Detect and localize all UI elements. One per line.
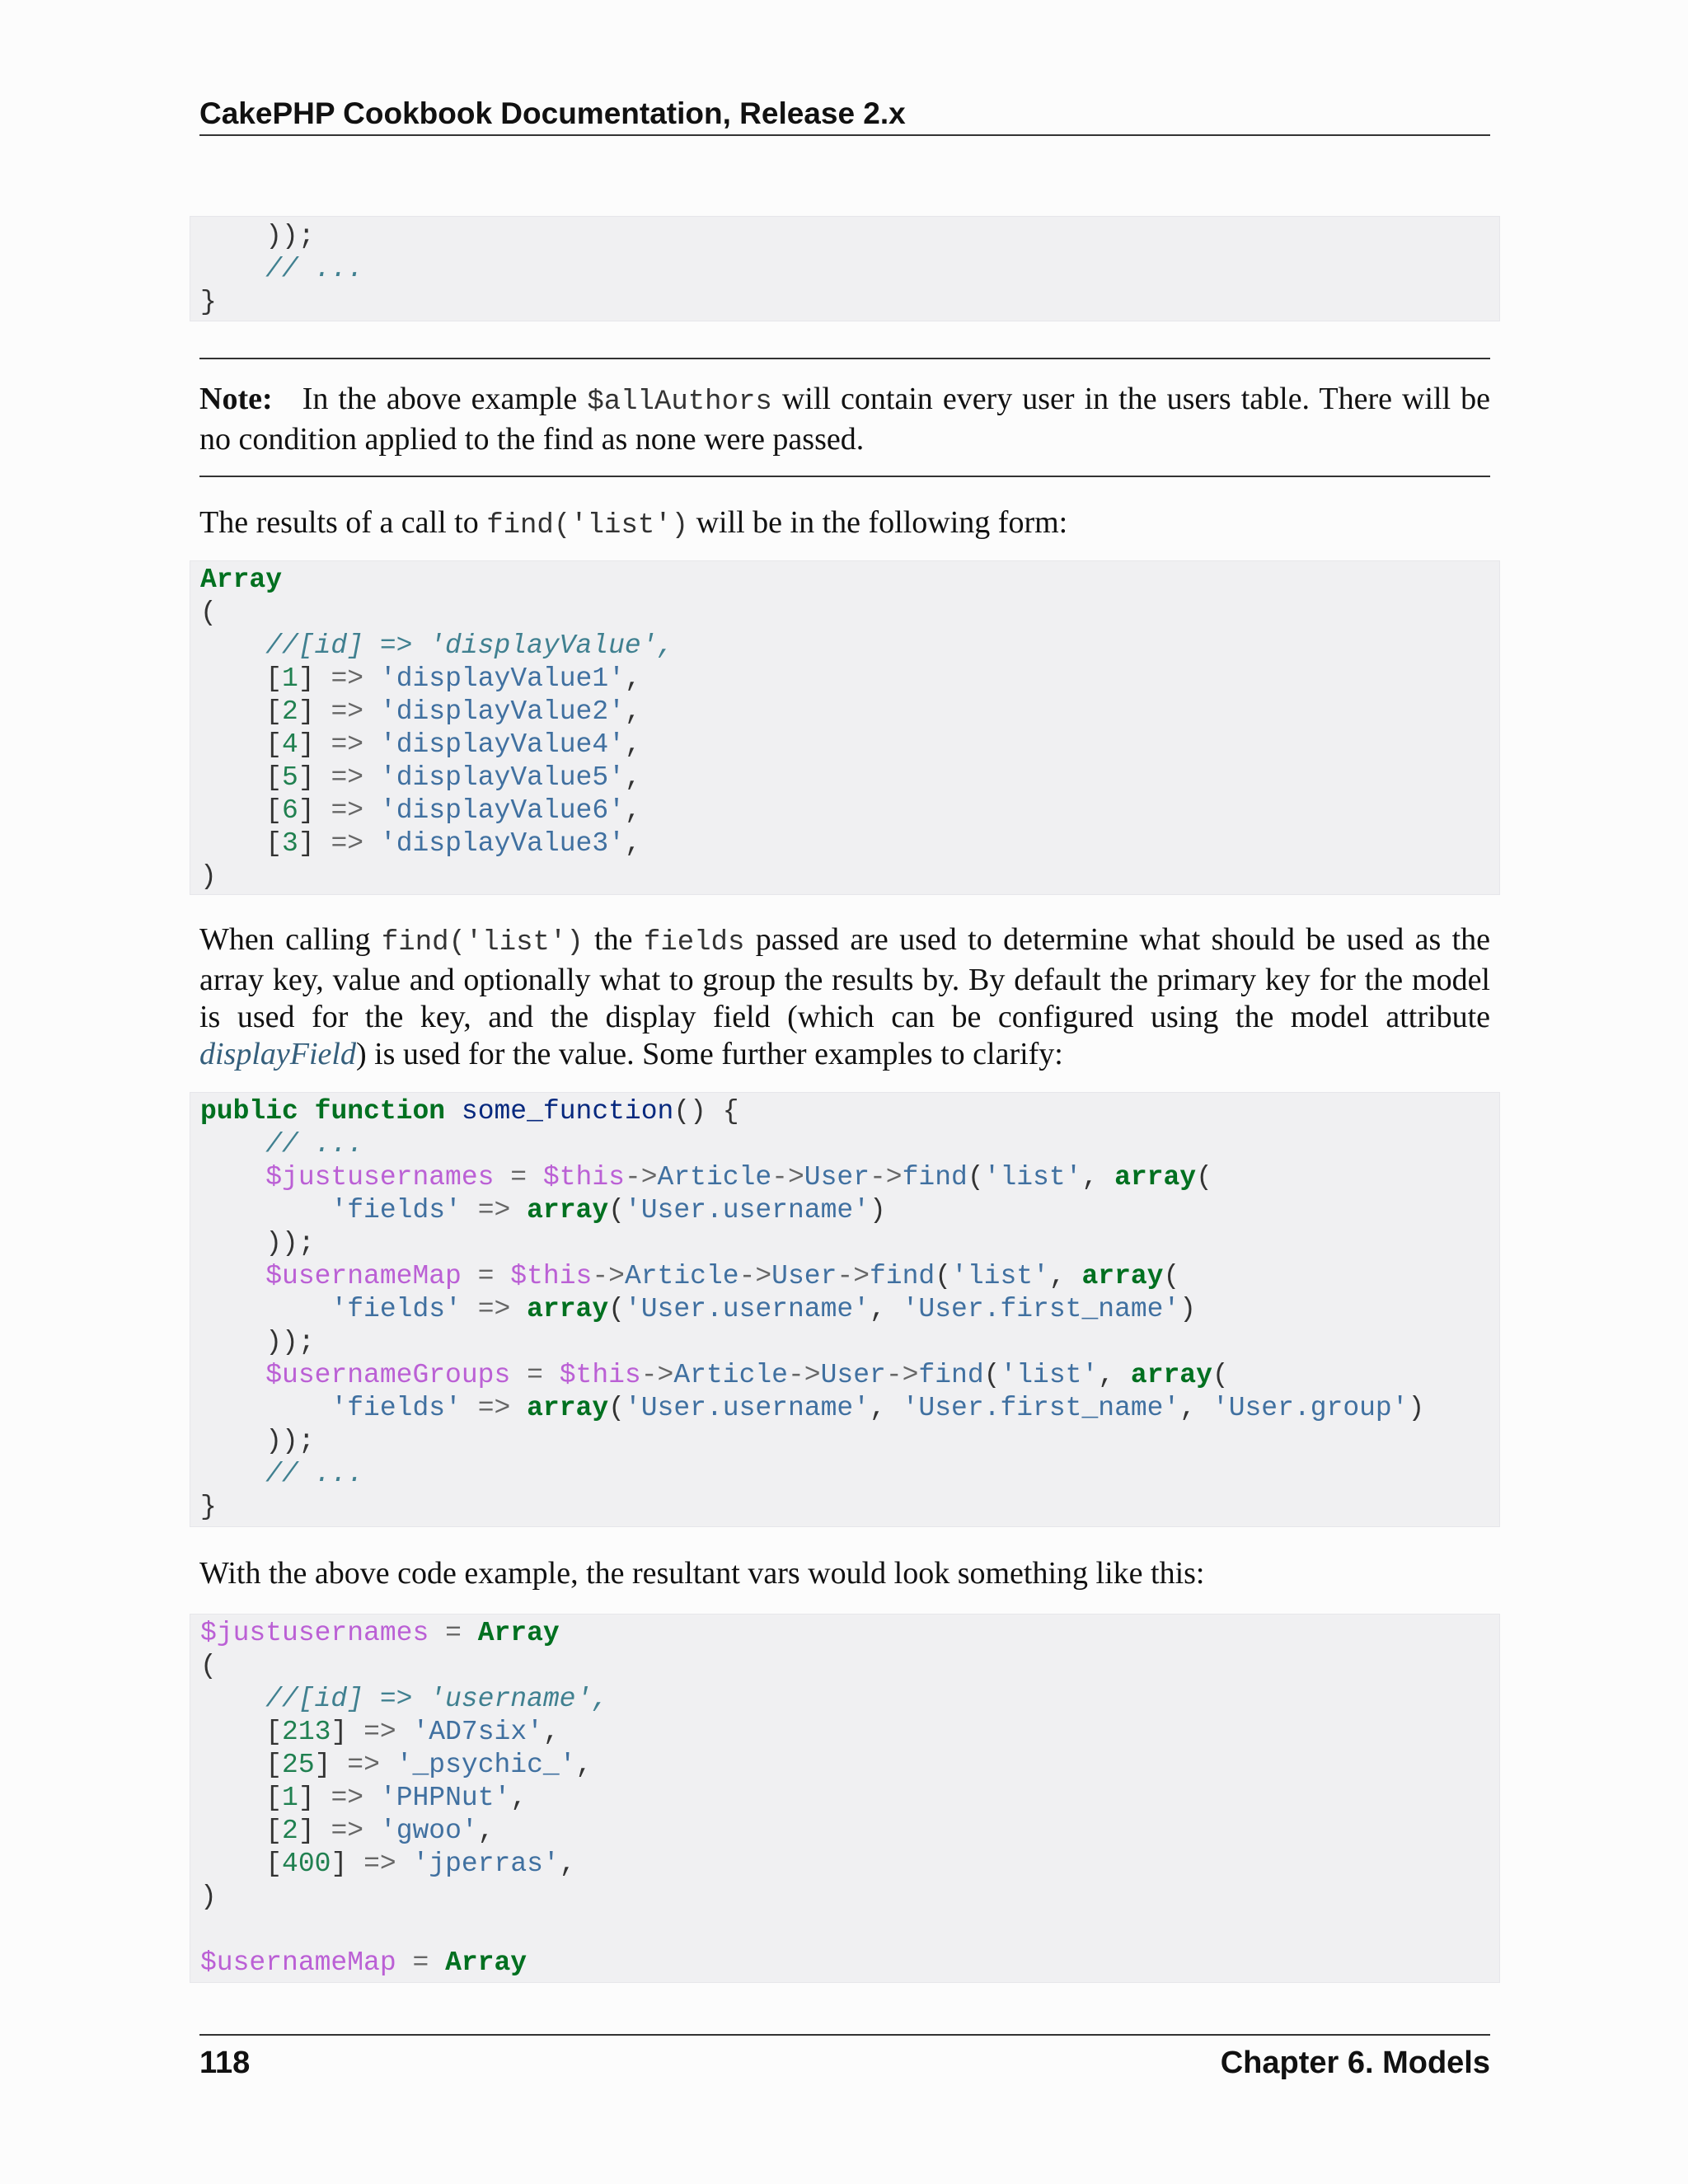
text: ) is used for the value. Some further examples to clarify: <box>355 1037 1063 1071</box>
note-label: Note: <box>199 382 273 416</box>
note-inline-code: $allAuthors <box>587 387 772 418</box>
code-keyword: Array <box>200 565 283 595</box>
paragraph: With the above code example, the resultant vars would look something like this: <box>199 1556 1205 1591</box>
code-line: $justusernames = Array <box>200 1618 560 1648</box>
code-line: [400] => 'jperras', <box>265 1849 576 1879</box>
code-line: [4] => 'displayValue4', <box>265 729 641 760</box>
code-line: )); <box>265 1327 315 1357</box>
note-top-rule <box>199 358 1490 359</box>
code-comment: // ... <box>265 1459 364 1489</box>
code-block-examples <box>190 1092 1500 1527</box>
paragraph <box>199 504 1490 545</box>
code-line: } <box>200 287 217 317</box>
inline-code: find('list') <box>486 510 689 541</box>
text: will be in the following form: <box>696 505 1068 540</box>
code-comment: // ... <box>265 1129 364 1160</box>
code-line: [6] => 'displayValue6', <box>265 795 641 826</box>
code-line: [3] => 'displayValue3', <box>265 828 641 859</box>
inline-code: find('list') <box>381 927 584 958</box>
page-number: 118 <box>199 2046 251 2080</box>
code-line: ) <box>200 1882 217 1912</box>
code-line: public function some_function() { <box>200 1096 739 1127</box>
code-line: [1] => 'displayValue1', <box>265 663 641 694</box>
code-line: ( <box>200 598 217 628</box>
footer-rule <box>199 2034 1490 2036</box>
code-line: [2] => 'displayValue2', <box>265 696 641 727</box>
code-line: $justusernames = $this->Article->User->find('list', array( <box>265 1162 1212 1193</box>
code-line: [2] => 'gwoo', <box>265 1816 495 1846</box>
display-field-link[interactable]: displayField <box>199 1037 356 1071</box>
note-bottom-rule <box>199 476 1490 477</box>
code-line: [5] => 'displayValue5', <box>265 762 641 793</box>
code-line: ) <box>200 861 217 892</box>
code-line: )); <box>265 1426 315 1456</box>
code-line: )); <box>265 1228 315 1258</box>
code-line: $usernameMap = $this->Article->User->find('list', array( <box>265 1261 1180 1291</box>
note-text: will contain every user in the users table. There will be no condition applied to the find as none were passed. <box>199 382 1491 457</box>
code-comment: //[id] => 'username', <box>265 1684 609 1714</box>
page-footer <box>199 2041 1490 2084</box>
code-line: 'fields' => array('User.username', 'User.first_name') <box>331 1294 1197 1324</box>
note-box <box>199 381 1490 458</box>
code-line: ( <box>200 1651 217 1681</box>
chapter-title: Chapter 6. Models <box>1220 2046 1490 2080</box>
code-line: $usernameMap = Array <box>200 1947 528 1978</box>
header-rule <box>199 134 1490 136</box>
code-line: $usernameGroups = $this->Article->User->find('list', array( <box>265 1360 1229 1390</box>
code-line: [25] => '_psychic_', <box>265 1750 593 1780</box>
code-line: } <box>200 1492 217 1522</box>
code-line: )); <box>200 221 315 251</box>
text: passed are used to determine what should be used as the array key, value and optionally what to group the results by. By default the primary key for the model is used for the key, and the display field (which can be configured using the model attribute <box>199 922 1491 1034</box>
code-line: 'fields' => array('User.username', 'User.first_name', 'User.group') <box>331 1393 1425 1423</box>
text: When calling <box>199 922 371 957</box>
code-line: [1] => 'PHPNut', <box>265 1783 528 1813</box>
text: the <box>594 922 633 957</box>
page-header: CakePHP Cookbook Documentation, Release 2.x <box>199 96 906 130</box>
code-comment: //[id] => 'displayValue', <box>265 630 674 661</box>
inline-code: fields <box>643 927 745 958</box>
text: The results of a call to <box>199 505 479 540</box>
code-block-list-result <box>190 560 1500 895</box>
code-block-resultant-vars <box>190 1614 1500 1983</box>
code-line: [213] => 'AD7six', <box>265 1717 560 1747</box>
paragraph <box>199 921 1490 1073</box>
code-comment: // ... <box>200 254 364 284</box>
code-line: 'fields' => array('User.username') <box>331 1195 886 1226</box>
note-text: In the above example <box>302 382 578 416</box>
code-block-continuation <box>190 216 1500 321</box>
